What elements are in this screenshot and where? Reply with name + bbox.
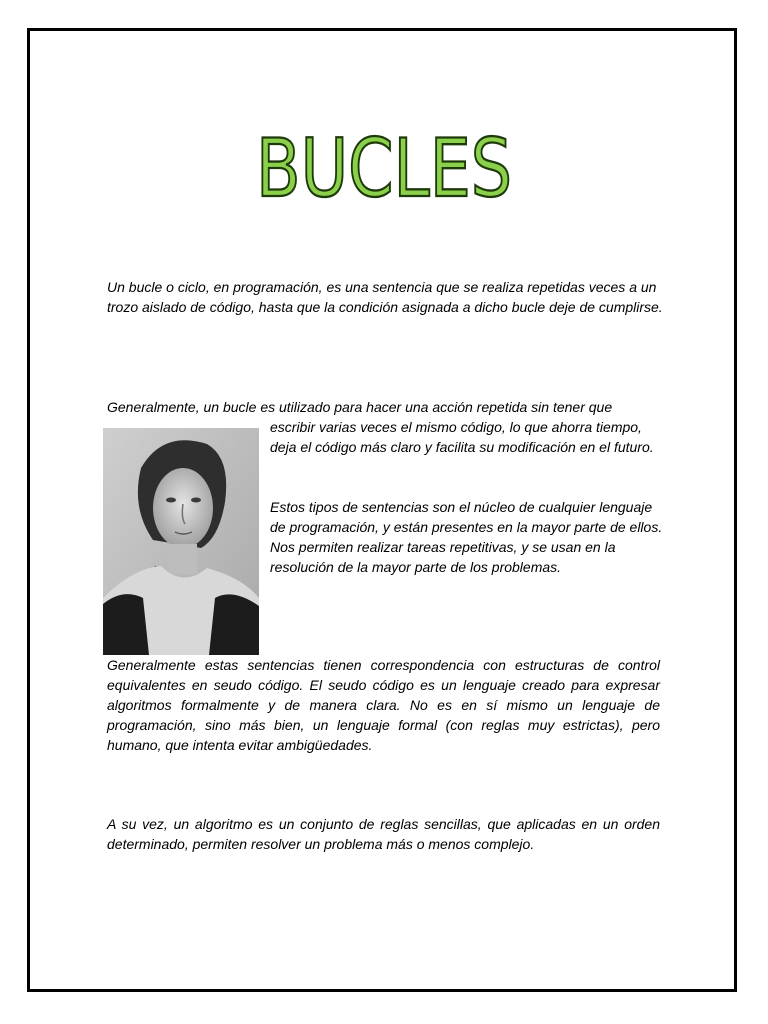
paragraph-usage-rest: escribir varias veces el mismo código, lo que ahorra tiempo, deja el código más claro y facilita su modificación en el futuro. bbox=[270, 419, 654, 455]
portrait-photo bbox=[103, 428, 259, 655]
title-text: BUCLES bbox=[256, 121, 512, 204]
paragraph-intro: Un bucle o ciclo, en programación, es una sentencia que se realiza repetidas veces a un trozo aislado de código, hasta que la condición asignada a dicho bucle deje de cumplirse. bbox=[107, 279, 663, 315]
paragraph-core: Estos tipos de sentencias son el núcleo de cualquier lenguaje de programación, y están presentes en la mayor parte de ellos. Nos permiten realizar tareas repetitivas, y se usan en la resolución de la mayor parte de los problemas. bbox=[270, 499, 663, 575]
paragraph-usage-first-line: Generalmente, un bucle es utilizado para hacer una acción repetida sin tener que bbox=[107, 399, 613, 415]
paragraph-pseudocode: Generalmente estas sentencias tienen correspondencia con estructuras de control equivalentes en seudo código. El seudo código es un lenguaje creado para expresar algoritmos formalmente y de manera clara. No es en sí mismo un lenguaje de programación, sino más bien, un lenguaje formal (con reglas muy estrictas), pero humano, que intenta evitar ambigüedades. bbox=[107, 657, 660, 753]
paragraph-algorithm: A su vez, un algoritmo es un conjunto de reglas sencillas, que aplicadas en un orden determinado, permiten resolver un problema más o menos complejo. bbox=[107, 816, 660, 852]
title-wordart bbox=[252, 104, 514, 204]
